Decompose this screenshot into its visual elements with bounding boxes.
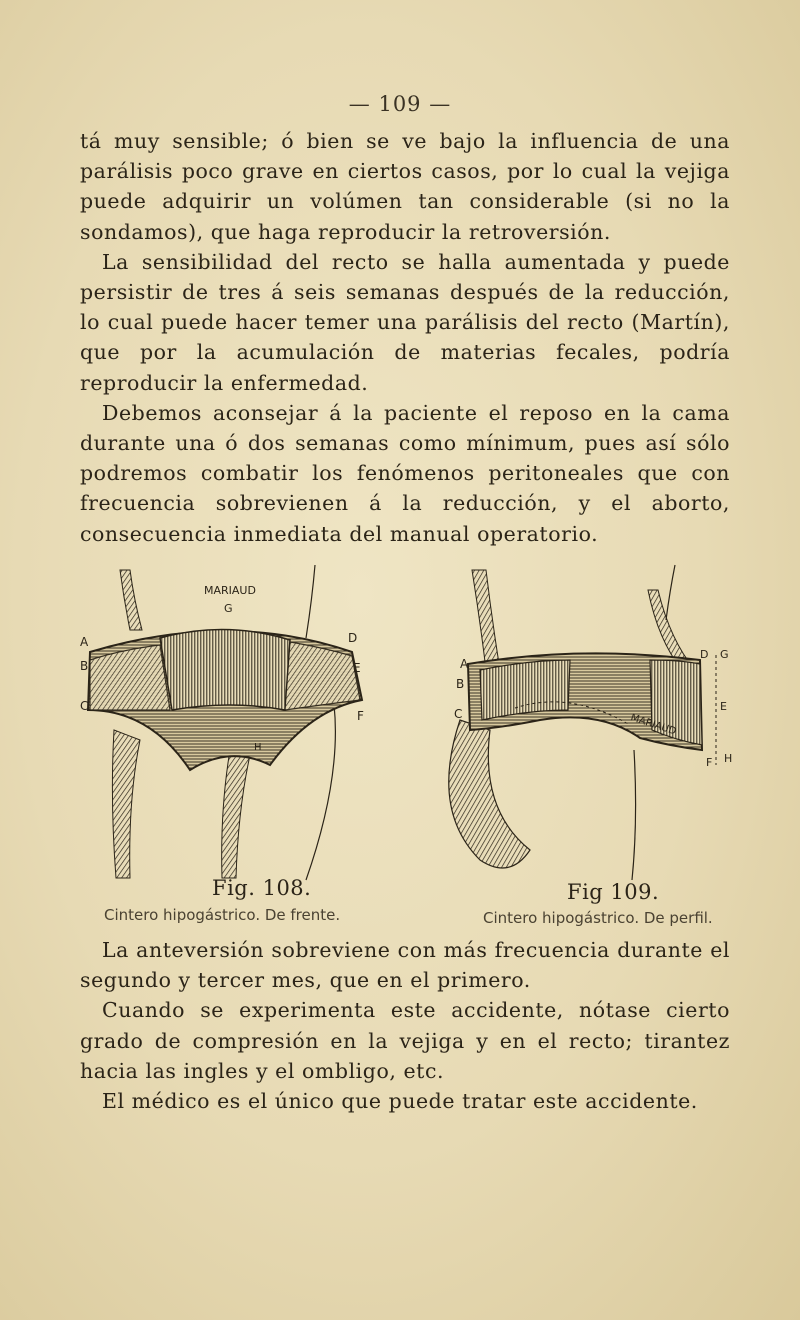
figure-108-label: Fig. 108. xyxy=(212,876,312,900)
page-number: — 109 — xyxy=(348,92,452,116)
figure-letter: F xyxy=(357,709,364,723)
figure-letter: B xyxy=(80,659,89,673)
figure-letter: E xyxy=(353,661,361,675)
figure-letter: C xyxy=(454,707,463,721)
figure-letter: G xyxy=(720,648,729,661)
paragraph: tá muy sensible; ó bien se ve bajo la influencia de una parálisis poco grave en ciertos casos, por lo cual la vejiga puede adquirir un volúmen tan considerable (si no la sondamos), que haga reproducir la retroversión. xyxy=(80,129,730,244)
figure-letter: E xyxy=(720,700,727,713)
figure-letter: G xyxy=(224,602,233,615)
figure-letter: H xyxy=(724,752,733,765)
maker-mark: MARIAUD xyxy=(629,712,678,738)
figure-letter: D xyxy=(348,631,358,645)
figure-108-illustration xyxy=(80,560,380,890)
paragraph: Debemos aconsejar á la paciente el reposo en la cama durante una ó dos semanas como mínimum, pues así sólo podremos combatir los fenómenos peritoneales que con frecuencia sobrevienen á la reducción, y el aborto, consecuencia inmediata del manual operatorio. xyxy=(80,400,730,546)
belt-profile-view-drawing xyxy=(420,560,740,890)
top-text-block xyxy=(80,126,730,549)
figure-109-label: Fig 109. xyxy=(567,880,660,904)
figure-letter: A xyxy=(80,635,89,649)
paragraph: La sensibilidad del recto se halla aumentada y puede persistir de tres á seis semanas después de la reducción, lo cual puede hacer temer una parálisis del recto (Martín), que por la acumulación de materias fecales, podría reproducir la enfermedad. xyxy=(80,249,730,395)
figure-letter: A xyxy=(460,657,469,671)
figure-letter: C xyxy=(80,699,89,713)
figure-letter: B xyxy=(456,677,465,691)
figure-108-caption: Cintero hipogástrico. De frente. xyxy=(104,906,341,924)
figure-letter: H xyxy=(254,742,262,753)
maker-mark: MARIAUD xyxy=(204,584,256,597)
figure-109-illustration xyxy=(420,560,740,890)
belt-front-view-drawing xyxy=(80,560,380,890)
figure-letter: D xyxy=(700,648,709,661)
paragraph: Cuando se experimenta este accidente, nótase cierto grado de compresión en la vejiga y en el recto; tirantez hacia las ingles y el ombligo, etc. xyxy=(80,998,730,1083)
figure-109-caption: Cintero hipogástrico. De perfil. xyxy=(483,909,713,927)
paragraph: El médico es el único que puede tratar este accidente. xyxy=(102,1089,698,1114)
bottom-text-block xyxy=(80,935,730,1116)
paragraph: La anteversión sobreviene con más frecuencia durante el segundo y tercer mes, que en el primero. xyxy=(80,938,730,993)
figure-letter: F xyxy=(706,756,713,769)
